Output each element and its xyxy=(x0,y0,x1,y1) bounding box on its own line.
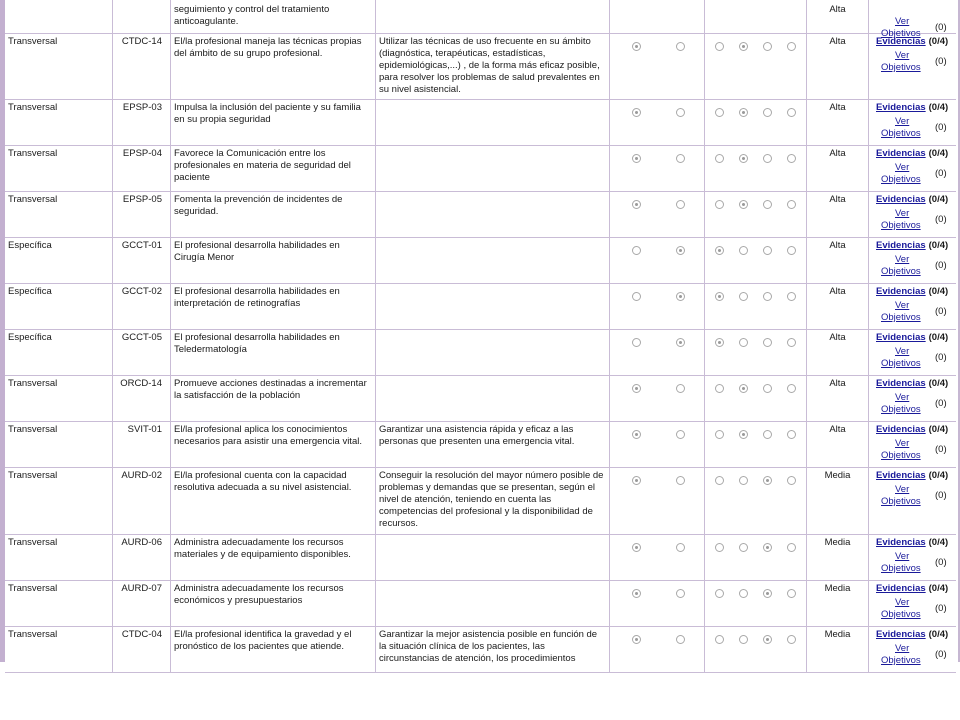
competency-description: El/la profesional identifica la gravedad y el pronóstico de los pacientes que atiende. xyxy=(171,627,376,672)
evidencias-count: (0/4) xyxy=(928,102,949,113)
actions-cell xyxy=(869,284,956,329)
competency-table xyxy=(5,0,956,666)
ver-objetivos-link[interactable]: Ver xyxy=(895,254,910,265)
table-row xyxy=(5,0,956,39)
table-row xyxy=(5,627,956,673)
competency-description: El profesional desarrolla habilidades en Cirugía Menor xyxy=(171,238,376,283)
evidencias-link[interactable]: Evidencias xyxy=(876,286,926,297)
assessment-radio-3[interactable] xyxy=(763,338,772,347)
evidencias-line xyxy=(876,240,948,252)
radio-group-level xyxy=(610,192,705,237)
assessment-radio-3[interactable] xyxy=(763,635,772,644)
evidencias-count: (0/4) xyxy=(928,332,949,343)
priority-label: Media xyxy=(807,581,869,626)
evidencias-count: (0/4) xyxy=(928,286,949,297)
radio-group-assessment xyxy=(705,422,807,467)
evidencias-link[interactable]: Evidencias xyxy=(876,240,926,251)
radio-group-assessment xyxy=(705,0,807,33)
evidencias-count: (0/4) xyxy=(928,378,949,389)
evidencias-count: (0/4) xyxy=(928,424,949,435)
table-row xyxy=(5,581,956,627)
competency-criterion xyxy=(376,535,610,580)
ver-objetivos-link[interactable]: Ver xyxy=(895,300,910,311)
priority-label: Alta xyxy=(807,330,869,375)
objetivos-link[interactable]: Objetivos xyxy=(881,128,921,139)
ver-objetivos-link[interactable]: Ver xyxy=(895,392,910,403)
table-row xyxy=(5,100,956,146)
evidencias-count: (0/4) xyxy=(928,148,949,159)
assessment-radio-2[interactable] xyxy=(739,476,748,485)
ver-objetivos-link[interactable]: Ver xyxy=(895,643,910,654)
objetivos-link[interactable]: Objetivos xyxy=(881,358,921,369)
priority-label: Alta xyxy=(807,192,869,237)
assessment-radio-1[interactable] xyxy=(715,246,724,255)
actions-cell xyxy=(869,192,956,237)
actions-cell xyxy=(869,376,956,421)
assessment-radio-1[interactable] xyxy=(715,42,724,51)
evidencias-count: (0/4) xyxy=(928,240,949,251)
objetivos-link[interactable]: Objetivos xyxy=(881,450,921,461)
level-radio-1[interactable] xyxy=(632,635,641,644)
actions-cell xyxy=(869,100,956,145)
objetivos-link[interactable]: Objetivos xyxy=(881,404,921,415)
competency-description: El/la profesional cuenta con la capacidad resolutiva adecuada a su nivel asistencial. xyxy=(171,468,376,534)
assessment-radio-3[interactable] xyxy=(763,154,772,163)
evidencias-count: (0/4) xyxy=(928,537,949,548)
assessment-radio-4[interactable] xyxy=(787,430,796,439)
level-radio-2[interactable] xyxy=(676,246,685,255)
table-row xyxy=(5,192,956,238)
competency-criterion xyxy=(376,0,610,33)
radio-group-assessment xyxy=(705,146,807,191)
radio-group-assessment xyxy=(705,581,807,626)
actions-cell xyxy=(869,535,956,580)
objetivos-count: (0) xyxy=(935,214,947,225)
ver-objetivos-link[interactable]: Ver xyxy=(895,208,910,219)
competency-type: Específica xyxy=(5,238,113,283)
competency-code: AURD-02 xyxy=(113,468,171,534)
assessment-radio-4[interactable] xyxy=(787,246,796,255)
assessment-radio-3[interactable] xyxy=(763,246,772,255)
competency-description: Impulsa la inclusión del paciente y su familia en su propia seguridad xyxy=(171,100,376,145)
radio-group-level xyxy=(610,284,705,329)
priority-label: Alta xyxy=(807,284,869,329)
table-row xyxy=(5,34,956,100)
objetivos-count: (0) xyxy=(935,260,947,271)
assessment-radio-4[interactable] xyxy=(787,589,796,598)
assessment-radio-2[interactable] xyxy=(739,154,748,163)
level-radio-1[interactable] xyxy=(632,543,641,552)
assessment-radio-4[interactable] xyxy=(787,635,796,644)
competency-type: Específica xyxy=(5,330,113,375)
evidencias-count: (0/4) xyxy=(928,470,949,481)
competency-description: Administra adecuadamente los recursos materiales y de equipamiento disponibles. xyxy=(171,535,376,580)
assessment-radio-2[interactable] xyxy=(739,108,748,117)
competency-description: Favorece la Comunicación entre los profesionales en materia de seguridad del paciente xyxy=(171,146,376,191)
level-radio-2[interactable] xyxy=(676,589,685,598)
table-row xyxy=(5,238,956,284)
radio-group-assessment xyxy=(705,535,807,580)
competency-code: AURD-06 xyxy=(113,535,171,580)
competency-criterion xyxy=(376,238,610,283)
assessment-radio-3[interactable] xyxy=(763,292,772,301)
competency-description: Fomenta la prevención de incidentes de seguridad. xyxy=(171,192,376,237)
evidencias-link[interactable]: Evidencias xyxy=(876,378,926,389)
assessment-radio-3[interactable] xyxy=(763,108,772,117)
level-radio-1[interactable] xyxy=(632,384,641,393)
level-radio-1[interactable] xyxy=(632,292,641,301)
assessment-radio-1[interactable] xyxy=(715,292,724,301)
competency-type: Transversal xyxy=(5,535,113,580)
assessment-radio-2[interactable] xyxy=(739,384,748,393)
radio-group-level xyxy=(610,581,705,626)
objetivos-count: (0) xyxy=(935,306,947,317)
level-radio-1[interactable] xyxy=(632,476,641,485)
assessment-radio-4[interactable] xyxy=(787,338,796,347)
radio-group-assessment xyxy=(705,100,807,145)
level-radio-1[interactable] xyxy=(632,338,641,347)
competency-type: Transversal xyxy=(5,422,113,467)
assessment-radio-4[interactable] xyxy=(787,476,796,485)
ver-objetivos-link[interactable]: Ver xyxy=(895,16,910,27)
assessment-radio-3[interactable] xyxy=(763,476,772,485)
objetivos-link[interactable]: Objetivos xyxy=(881,28,921,39)
level-radio-1[interactable] xyxy=(632,430,641,439)
objetivos-link[interactable]: Objetivos xyxy=(881,220,921,231)
competency-criterion: Garantizar la mejor asistencia posible en función de la situación clínica de los pacientes, las circunstancias de atención, los procedimientos xyxy=(376,627,610,672)
radio-group-level xyxy=(610,0,705,33)
competency-criterion: Conseguir la resolución del mayor número posible de problemas y demandas que se presentan, según el nivel de atención, teniendo en cuenta las competencias del profesional y la disponibilidad de recursos. xyxy=(376,468,610,534)
competency-criterion xyxy=(376,100,610,145)
competency-criterion: Utilizar las técnicas de uso frecuente en su ámbito (diagnóstica, terapéuticas, estadísticas, epidemiológicas,...) , de la forma más eficaz posible, para resolver los problemas de salud prevalentes en su nivel asistencial. xyxy=(376,34,610,99)
competency-description: Administra adecuadamente los recursos económicos y presupuestarios xyxy=(171,581,376,626)
assessment-radio-3[interactable] xyxy=(763,589,772,598)
objetivos-count: (0) xyxy=(935,352,947,363)
competency-criterion xyxy=(376,146,610,191)
evidencias-count: (0/4) xyxy=(928,36,949,47)
competency-criterion xyxy=(376,330,610,375)
assessment-radio-2[interactable] xyxy=(739,42,748,51)
table-row xyxy=(5,422,956,468)
evidencias-count: (0/4) xyxy=(928,629,949,640)
assessment-radio-2[interactable] xyxy=(739,430,748,439)
level-radio-1[interactable] xyxy=(632,200,641,209)
competency-code: EPSP-03 xyxy=(113,100,171,145)
evidencias-line xyxy=(876,537,948,549)
evidencias-link[interactable]: Evidencias xyxy=(876,537,926,548)
evidencias-link[interactable]: Evidencias xyxy=(876,583,926,594)
assessment-radio-4[interactable] xyxy=(787,154,796,163)
objetivos-link[interactable]: Objetivos xyxy=(881,312,921,323)
assessment-radio-4[interactable] xyxy=(787,543,796,552)
actions-cell xyxy=(869,0,956,39)
assessment-radio-1[interactable] xyxy=(715,154,724,163)
priority-label: Alta xyxy=(807,0,869,33)
objetivos-link[interactable]: Objetivos xyxy=(881,496,921,507)
ver-objetivos-link[interactable]: Ver xyxy=(895,551,910,562)
competency-description: El profesional desarrolla habilidades en Teledermatología xyxy=(171,330,376,375)
evidencias-link[interactable]: Evidencias xyxy=(876,424,926,435)
competency-criterion xyxy=(376,284,610,329)
ver-objetivos-link[interactable]: Ver xyxy=(895,484,910,495)
level-radio-2[interactable] xyxy=(676,635,685,644)
objetivos-count: (0) xyxy=(935,22,947,33)
evidencias-link[interactable]: Evidencias xyxy=(876,194,926,205)
level-radio-1[interactable] xyxy=(632,42,641,51)
competency-type: Transversal xyxy=(5,468,113,534)
competency-criterion xyxy=(376,581,610,626)
evidencias-link[interactable]: Evidencias xyxy=(876,36,926,47)
evidencias-line xyxy=(876,470,948,482)
competency-description: El profesional desarrolla habilidades en interpretación de retinografías xyxy=(171,284,376,329)
assessment-radio-4[interactable] xyxy=(787,42,796,51)
radio-group-level xyxy=(610,535,705,580)
objetivos-link[interactable]: Objetivos xyxy=(881,655,921,666)
radio-group-assessment xyxy=(705,627,807,672)
radio-group-level xyxy=(610,422,705,467)
ver-objetivos-link[interactable]: Ver xyxy=(895,597,910,608)
evidencias-count: (0/4) xyxy=(928,583,949,594)
objetivos-count: (0) xyxy=(935,444,947,455)
actions-cell xyxy=(869,330,956,375)
actions-cell xyxy=(869,627,956,672)
radio-group-assessment xyxy=(705,34,807,99)
table-row xyxy=(5,146,956,192)
table-row xyxy=(5,376,956,422)
objetivos-count: (0) xyxy=(935,56,947,67)
objetivos-count: (0) xyxy=(935,168,947,179)
assessment-radio-4[interactable] xyxy=(787,108,796,117)
radio-group-assessment xyxy=(705,330,807,375)
level-radio-1[interactable] xyxy=(632,154,641,163)
level-radio-2[interactable] xyxy=(676,476,685,485)
evidencias-line xyxy=(876,424,948,436)
competency-code: SVIT-01 xyxy=(113,422,171,467)
level-radio-1[interactable] xyxy=(632,589,641,598)
assessment-radio-2[interactable] xyxy=(739,292,748,301)
level-radio-2[interactable] xyxy=(676,154,685,163)
objetivos-link[interactable]: Objetivos xyxy=(881,563,921,574)
radio-group-level xyxy=(610,627,705,672)
evidencias-line xyxy=(876,148,948,160)
actions-cell xyxy=(869,146,956,191)
ver-objetivos-link[interactable]: Ver xyxy=(895,50,910,61)
assessment-radio-1[interactable] xyxy=(715,635,724,644)
assessment-radio-1[interactable] xyxy=(715,430,724,439)
level-radio-1[interactable] xyxy=(632,246,641,255)
table-row xyxy=(5,535,956,581)
assessment-radio-1[interactable] xyxy=(715,476,724,485)
radio-group-assessment xyxy=(705,284,807,329)
priority-label: Alta xyxy=(807,422,869,467)
evidencias-line xyxy=(876,286,948,298)
competency-code: EPSP-04 xyxy=(113,146,171,191)
competency-code: CTDC-04 xyxy=(113,627,171,672)
level-radio-1[interactable] xyxy=(632,108,641,117)
competency-type: Transversal xyxy=(5,376,113,421)
priority-label: Media xyxy=(807,627,869,672)
competency-code: EPSP-05 xyxy=(113,192,171,237)
assessment-radio-3[interactable] xyxy=(763,543,772,552)
competency-type: Transversal xyxy=(5,146,113,191)
competency-criterion xyxy=(376,192,610,237)
competency-code xyxy=(113,0,171,33)
ver-objetivos-link[interactable]: Ver xyxy=(895,346,910,357)
evidencias-link[interactable]: Evidencias xyxy=(876,332,926,343)
evidencias-line xyxy=(876,378,948,390)
objetivos-count: (0) xyxy=(935,122,947,133)
radio-group-level xyxy=(610,34,705,99)
competency-description: El/la profesional aplica los conocimientos necesarios para asistir una emergencia vital. xyxy=(171,422,376,467)
competency-type: Específica xyxy=(5,284,113,329)
radio-group-level xyxy=(610,100,705,145)
level-radio-2[interactable] xyxy=(676,430,685,439)
evidencias-line xyxy=(876,332,948,344)
level-radio-2[interactable] xyxy=(676,543,685,552)
level-radio-2[interactable] xyxy=(676,384,685,393)
ver-objetivos-link[interactable]: Ver xyxy=(895,438,910,449)
competency-type: Transversal xyxy=(5,192,113,237)
objetivos-count: (0) xyxy=(935,398,947,409)
competency-description: seguimiento y control del tratamiento anticoagulante. xyxy=(171,0,376,33)
evidencias-link[interactable]: Evidencias xyxy=(876,629,926,640)
evidencias-line xyxy=(876,36,948,48)
assessment-radio-3[interactable] xyxy=(763,384,772,393)
priority-label: Alta xyxy=(807,238,869,283)
priority-label: Media xyxy=(807,535,869,580)
competency-type xyxy=(5,0,113,33)
assessment-radio-2[interactable] xyxy=(739,635,748,644)
objetivos-link[interactable]: Objetivos xyxy=(881,609,921,620)
competency-description: El/la profesional maneja las técnicas propias del ámbito de su grupo profesional. xyxy=(171,34,376,99)
evidencias-link[interactable]: Evidencias xyxy=(876,148,926,159)
priority-label: Media xyxy=(807,468,869,534)
evidencias-line xyxy=(876,194,948,206)
assessment-radio-2[interactable] xyxy=(739,200,748,209)
actions-cell xyxy=(869,468,956,534)
actions-cell xyxy=(869,581,956,626)
competency-criterion xyxy=(376,376,610,421)
priority-label: Alta xyxy=(807,146,869,191)
objetivos-link[interactable]: Objetivos xyxy=(881,174,921,185)
actions-cell xyxy=(869,422,956,467)
assessment-radio-1[interactable] xyxy=(715,543,724,552)
radio-group-assessment xyxy=(705,376,807,421)
evidencias-count: (0/4) xyxy=(928,194,949,205)
competency-criterion: Garantizar una asistencia rápida y eficaz a las personas que presenten una emergencia vital. xyxy=(376,422,610,467)
level-radio-2[interactable] xyxy=(676,200,685,209)
assessment-radio-2[interactable] xyxy=(739,338,748,347)
objetivos-count: (0) xyxy=(935,490,947,501)
evidencias-line xyxy=(876,102,948,114)
objetivos-link[interactable]: Objetivos xyxy=(881,266,921,277)
level-radio-2[interactable] xyxy=(676,292,685,301)
competency-code: GCCT-05 xyxy=(113,330,171,375)
evidencias-line xyxy=(876,629,948,641)
level-radio-2[interactable] xyxy=(676,108,685,117)
assessment-radio-3[interactable] xyxy=(763,42,772,51)
competency-type: Transversal xyxy=(5,627,113,672)
level-radio-2[interactable] xyxy=(676,338,685,347)
competency-type: Transversal xyxy=(5,100,113,145)
priority-label: Alta xyxy=(807,34,869,99)
assessment-radio-3[interactable] xyxy=(763,200,772,209)
priority-label: Alta xyxy=(807,376,869,421)
objetivos-count: (0) xyxy=(935,557,947,568)
radio-group-level xyxy=(610,468,705,534)
table-row xyxy=(5,468,956,535)
radio-group-assessment xyxy=(705,192,807,237)
radio-group-level xyxy=(610,376,705,421)
radio-group-assessment xyxy=(705,238,807,283)
objetivos-count: (0) xyxy=(935,649,947,660)
actions-cell xyxy=(869,34,956,99)
competency-type: Transversal xyxy=(5,34,113,99)
assessment-radio-2[interactable] xyxy=(739,589,748,598)
assessment-radio-3[interactable] xyxy=(763,430,772,439)
assessment-radio-1[interactable] xyxy=(715,384,724,393)
competency-description: Promueve acciones destinadas a incrementar la satisfacción de la población xyxy=(171,376,376,421)
competency-code: GCCT-02 xyxy=(113,284,171,329)
competency-code: ORCD-14 xyxy=(113,376,171,421)
evidencias-link[interactable]: Evidencias xyxy=(876,470,926,481)
assessment-radio-1[interactable] xyxy=(715,200,724,209)
competency-type: Transversal xyxy=(5,581,113,626)
radio-group-level xyxy=(610,146,705,191)
assessment-radio-2[interactable] xyxy=(739,543,748,552)
table-row xyxy=(5,284,956,330)
assessment-radio-4[interactable] xyxy=(787,292,796,301)
actions-cell xyxy=(869,238,956,283)
ver-objetivos-link[interactable]: Ver xyxy=(895,162,910,173)
objetivos-link[interactable]: Objetivos xyxy=(881,62,921,73)
priority-label: Alta xyxy=(807,100,869,145)
assessment-radio-2[interactable] xyxy=(739,246,748,255)
radio-group-assessment xyxy=(705,468,807,534)
radio-group-level xyxy=(610,238,705,283)
competency-code: AURD-07 xyxy=(113,581,171,626)
evidencias-link[interactable]: Evidencias xyxy=(876,102,926,113)
evidencias-line xyxy=(876,583,948,595)
assessment-radio-1[interactable] xyxy=(715,338,724,347)
objetivos-count: (0) xyxy=(935,603,947,614)
assessment-radio-1[interactable] xyxy=(715,108,724,117)
competency-code: GCCT-01 xyxy=(113,238,171,283)
level-radio-2[interactable] xyxy=(676,42,685,51)
competency-code: CTDC-14 xyxy=(113,34,171,99)
assessment-radio-4[interactable] xyxy=(787,384,796,393)
ver-objetivos-link[interactable]: Ver xyxy=(895,116,910,127)
radio-group-level xyxy=(610,330,705,375)
table-row xyxy=(5,330,956,376)
assessment-radio-1[interactable] xyxy=(715,589,724,598)
assessment-radio-4[interactable] xyxy=(787,200,796,209)
